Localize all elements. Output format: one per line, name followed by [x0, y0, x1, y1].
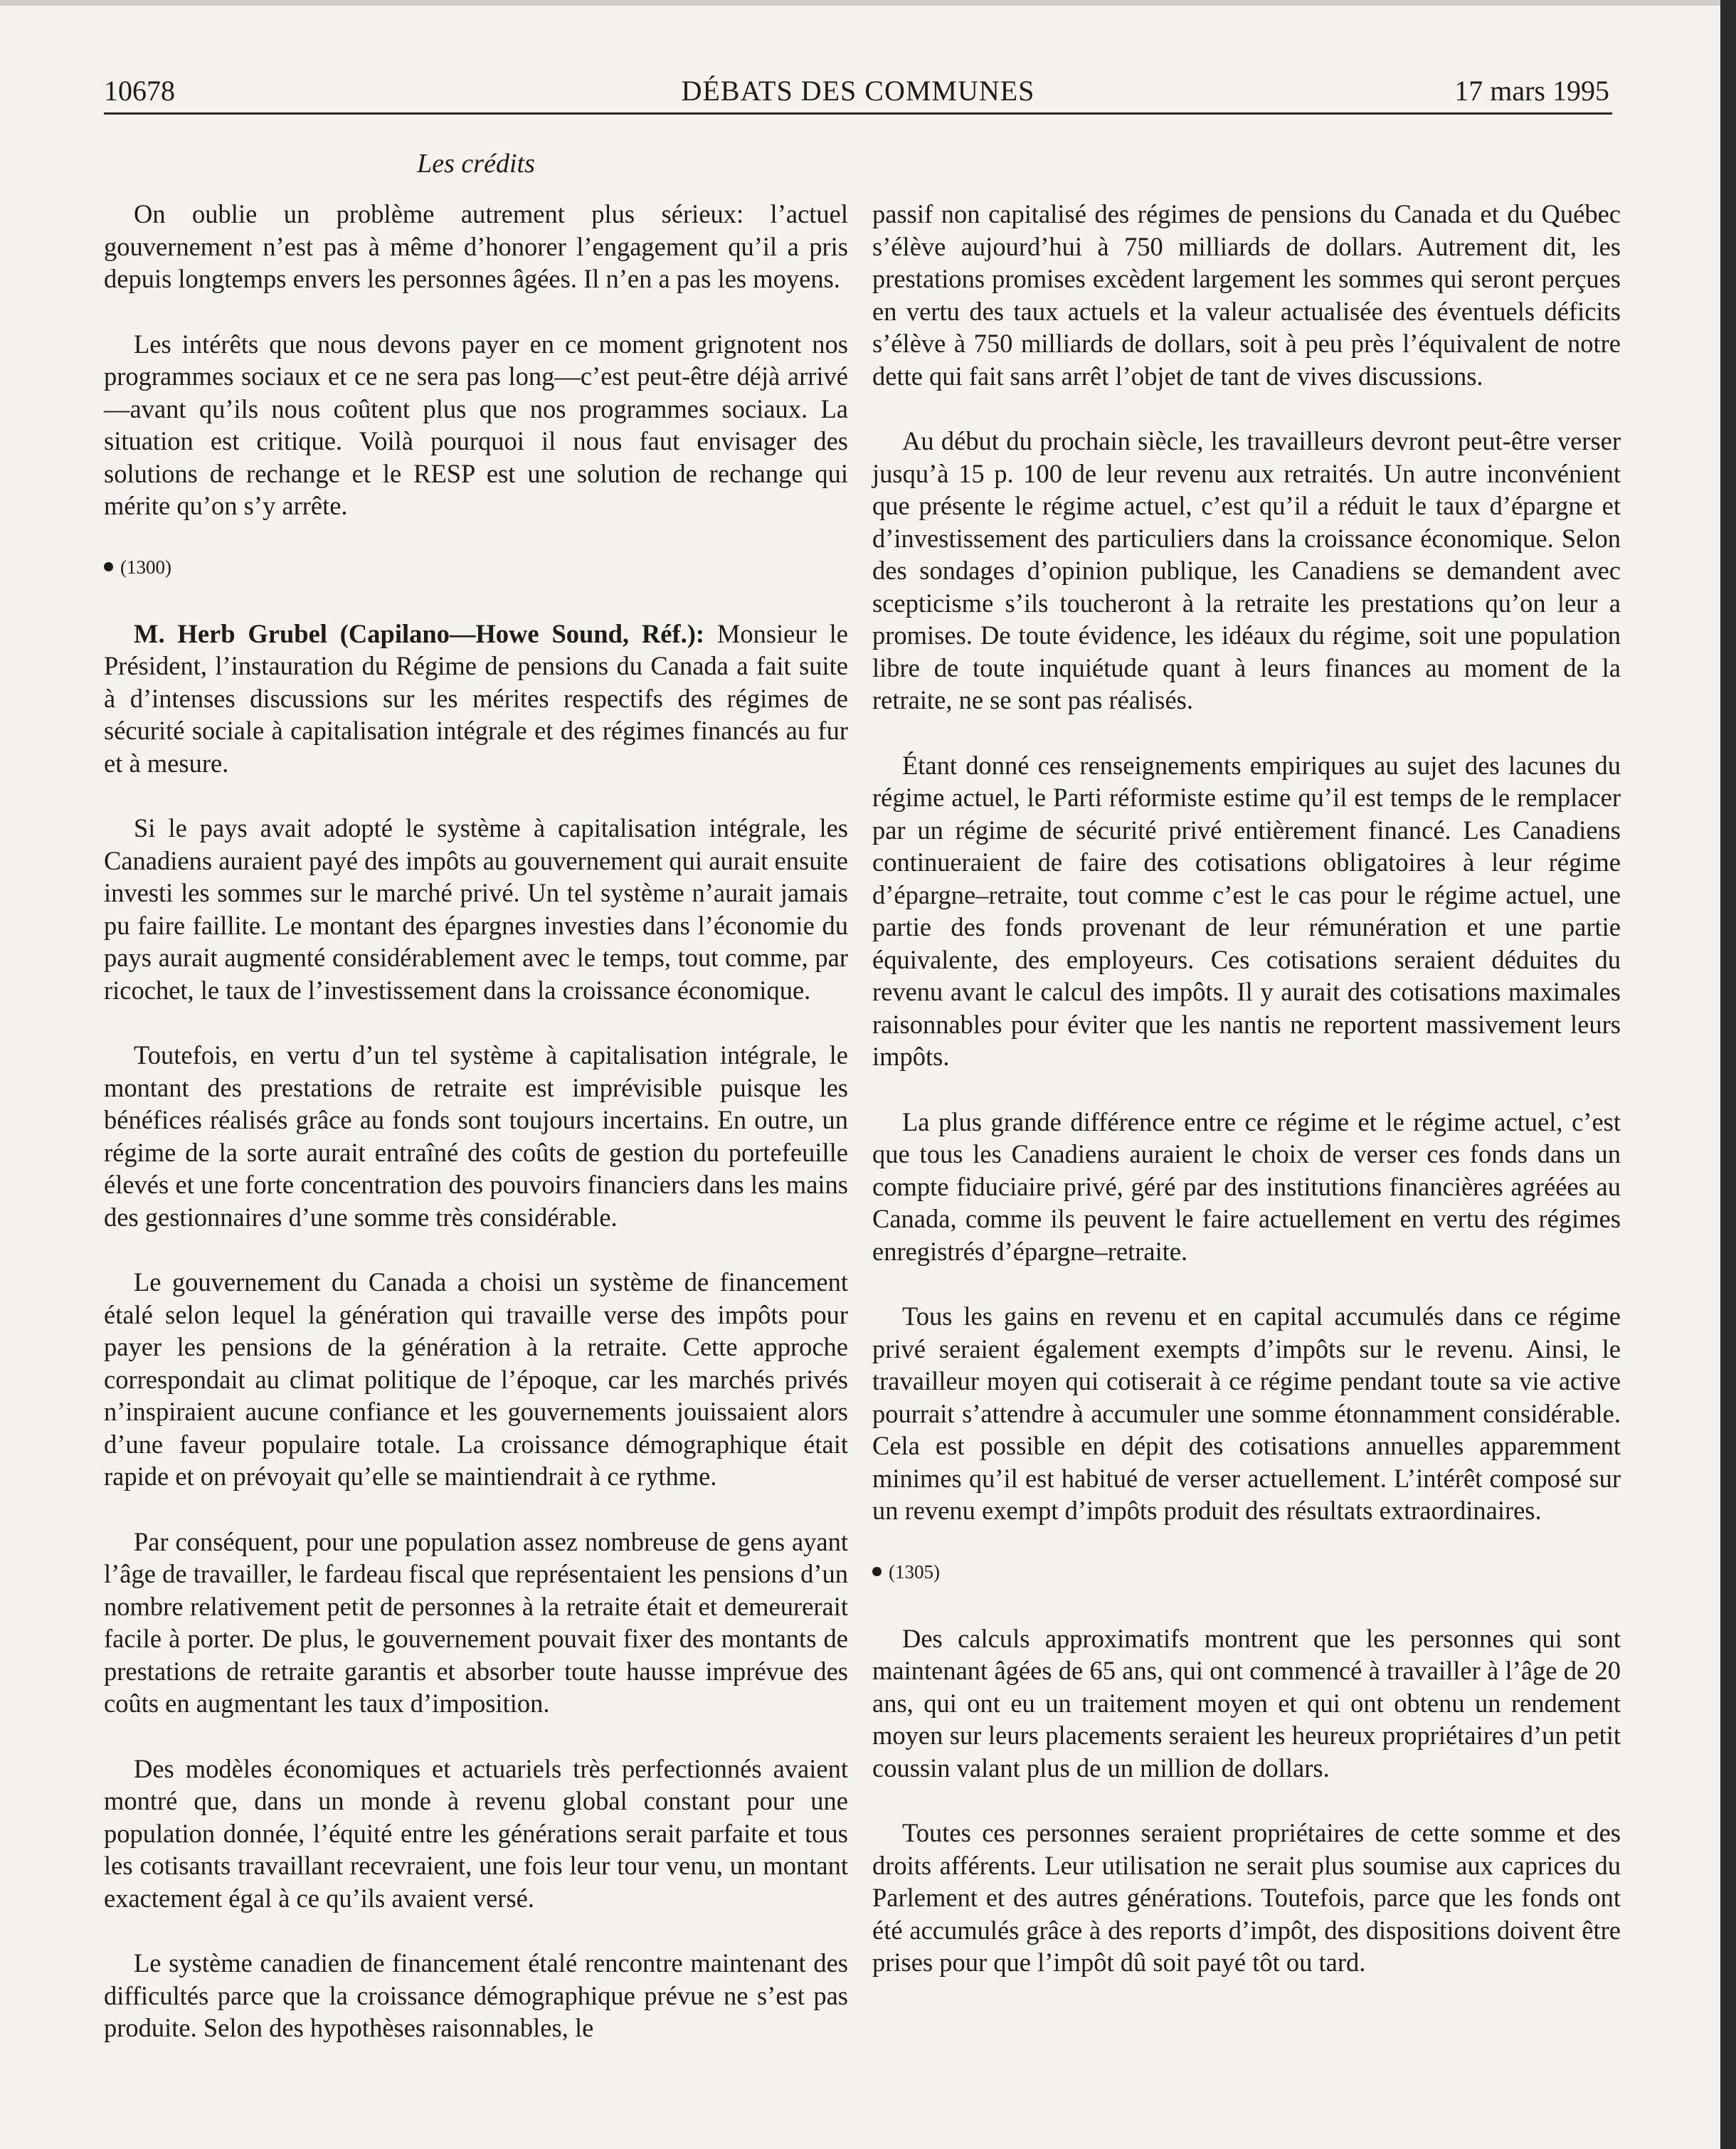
- paragraph: Étant donné ces renseignements empiriques au sujet des lacunes du régime actuel, le Parti réformiste estime qu’il est temps de le remplacer par un régime de sécurité privé entièrement financé. Les Canadiens continueraient de faire des cotisations obligatoires à leur régime d’épargne–retraite, tout comme c’est le cas pour le régime actuel, une partie des fonds provenant de leur rémunération et une partie équivalente, des employeurs. Ces cotisations seraient déduites du revenu avant le calcul des impôts. Il y aurait des cotisations maximales raisonnables pour éviter que les nantis ne reportent massivement leurs impôts.: [872, 750, 1621, 1071]
- paragraph: Les intérêts que nous devons payer en ce moment grignotent nos programmes sociaux et ce ne sera pas long—c’est peut-être déjà arrivé—avant qu’ils nous coûtent plus que nos programmes sociaux. La situation est critique. Voilà pourquoi il nous faut envisager des solutions de rechange et le RESP est une solution de rechange qui mérite qu’on s’y arrête.: [104, 329, 848, 520]
- bullet-icon: [104, 562, 113, 571]
- paragraph: On oublie un problème autrement plus sérieux: l’actuel gouvernement n’est pas à même d’honorer l’engagement qu’il a pris depuis longtemps envers les personnes âgées. Il n’en a pas les moyens.: [104, 199, 848, 293]
- speaker-paragraph: [104, 618, 848, 780]
- paragraph: Toutes ces personnes seraient propriétaires de cette somme et des droits afférents. Leur utilisation ne serait plus soumise aux caprices du Parlement et des autres générations. Toutefois, parce que les fonds ont été accumulés grâce à des reports d’impôt, des dispositions doivent être prises pour que l’impôt dû soit payé tôt ou tard.: [872, 1818, 1621, 1977]
- publication-date: 17 mars 1995: [1454, 75, 1609, 107]
- scan-right-edge: [1720, 0, 1736, 2149]
- publication-title: DÉBATS DES COMMUNES: [681, 75, 1035, 107]
- paragraph: Si le pays avait adopté le système à capitalisation intégrale, les Canadiens auraient payé des impôts au gouvernement qui aurait ensuite investi les sommes sur le marché privé. Un tel système n’aurait jamais pu faire faillite. Le montant des épargnes investies dans l’économie du pays aurait augmenté considérablement avec le temps, tout comme, par ricochet, le taux de l’investissement dans la croissance économique.: [104, 813, 848, 1005]
- paragraph: Des calculs approximatifs montrent que les personnes qui sont maintenant âgées de 65 ans, qui ont commencé à travailler à l’âge de 20 ans, qui ont eu un traitement moyen et qui ont obtenu un rendement moyen sur leurs placements seraient les heureux propriétaires d’un petit coussin valant plus de un million de dollars.: [872, 1623, 1621, 1783]
- paragraph: Des modèles économiques et actuariels très perfectionnés avaient montré que, dans un monde à revenu global constant pour une population donnée, l’équité entre les générations serait parfaite et tous les cotisants travaillant recevraient, une fois leur tour venu, un montant exactement égal à ce qu’ils avaient versé.: [104, 1753, 848, 1913]
- bullet-icon: [872, 1567, 882, 1576]
- section-heading: Les crédits: [417, 149, 535, 179]
- time-marker: [104, 555, 848, 579]
- paragraph: passif non capitalisé des régimes de pensions du Canada et du Québec s’élève aujourd’hui à 750 milliards de dollars. Autrement dit, les prestations promises excèdent largement les sommes qui seront perçues en vertu des taux actuels et la valeur actualisée des éventuels déficits s’élève à 750 milliards de dollars, soit à peu près l’équivalent de notre dette qui fait sans arrêt l’objet de tant de vives discussions.: [872, 199, 1621, 391]
- speaker-text: Monsieur le Président, l’instauration du Régime de pensions du Canada a fait suite à d’intenses discussions sur les mérites respectifs des régimes de sécurité sociale à capitalisation intégrale et des régimes financés au fur et à mesure.: [104, 618, 848, 778]
- speaker-name: M. Herb Grubel (Capilano—Howe Sound, Réf.):: [134, 618, 705, 648]
- paragraph: La plus grande différence entre ce régime et le régime actuel, c’est que tous les Canadiens auraient le choix de verser ces fonds dans un compte fiduciaire privé, géré par des institutions financières agréées au Canada, comme ils peuvent le faire actuellement en vertu des régimes enregistrés d’épargne–retraite.: [872, 1107, 1621, 1266]
- page-number: 10678: [104, 75, 175, 107]
- paragraph: Le système canadien de financement étalé rencontre maintenant des difficultés parce que la croissance démographique prévue ne s’est pas produite. Selon des hypothèses raisonnables, le: [104, 1948, 848, 2042]
- paragraph: Tous les gains en revenu et en capital accumulés dans ce régime privé seraient également exempts d’impôts sur le revenu. Ainsi, le travailleur moyen qui cotiserait à ce régime pendant toute sa vie active pourrait s’attendre à accumuler une somme étonnamment considérable. Cela est possible en dépit des cotisations annuelles apparemment minimes qu’il est habitué de verser actuellement. L’intérêt composé sur un revenu exempt d’impôts produit des résultats extraordinaires.: [872, 1301, 1621, 1525]
- paragraph: Le gouvernement du Canada a choisi un système de financement étalé selon lequel la génération qui travaille verse des impôts pour payer les pensions de la génération à la retraite. Cette approche correspondait au climat politique de l’époque, car les marchés privés n’inspiraient aucune confiance et les gouvernements jouissaient alors d’une faveur populaire totale. La croissance démographique était rapide et on prévoyait qu’elle se maintiendrait à ce rythme.: [104, 1267, 848, 1491]
- paragraph: Toutefois, en vertu d’un tel système à capitalisation intégrale, le montant des prestations de retraite est imprévisible puisque les bénéfices réalisés grâce au fonds sont toujours incertains. En outre, un régime de la sorte aurait entraîné des coûts de gestion du portefeuille élevés et une forte concentration des pouvoirs financiers dans les mains des gestionnaires d’une somme très considérable.: [104, 1040, 848, 1232]
- paragraph: Au début du prochain siècle, les travailleurs devront peut-être verser jusqu’à 15 p. 100 de leur revenu aux retraités. Un autre inconvénient que présente le régime actuel, c’est qu’il a réduit le taux d’épargne et d’investissement des particuliers dans la croissance économique. Selon des sondages d’opinion publique, les Canadiens se demandent avec scepticisme s’ils toucheront à la retraite les prestations qu’on leur a promises. De toute évidence, les idéaux du régime, soit une population libre de toute inquiétude quant à leurs finances au moment de la retraite, ne se sont pas réalisés.: [872, 426, 1621, 714]
- right-column: [872, 198, 1621, 2012]
- time-marker-label: (1300): [120, 556, 171, 578]
- time-marker: [872, 1560, 1621, 1584]
- left-column: [104, 198, 848, 2077]
- page-header: [104, 68, 1612, 115]
- paragraph: Par conséquent, pour une population assez nombreuse de gens ayant l’âge de travailler, le fardeau fiscal que représentaient les pensions d’un nombre relativement petit de personnes à la retraite était et demeurerait facile à porter. De plus, le gouvernement pouvait fixer des montants de prestations de retraite garantis et absorber toute hausse imprévue des coûts en augmentant les taux d’imposition.: [104, 1526, 848, 1718]
- time-marker-label: (1305): [889, 1561, 940, 1583]
- scan-top-edge: [0, 0, 1736, 6]
